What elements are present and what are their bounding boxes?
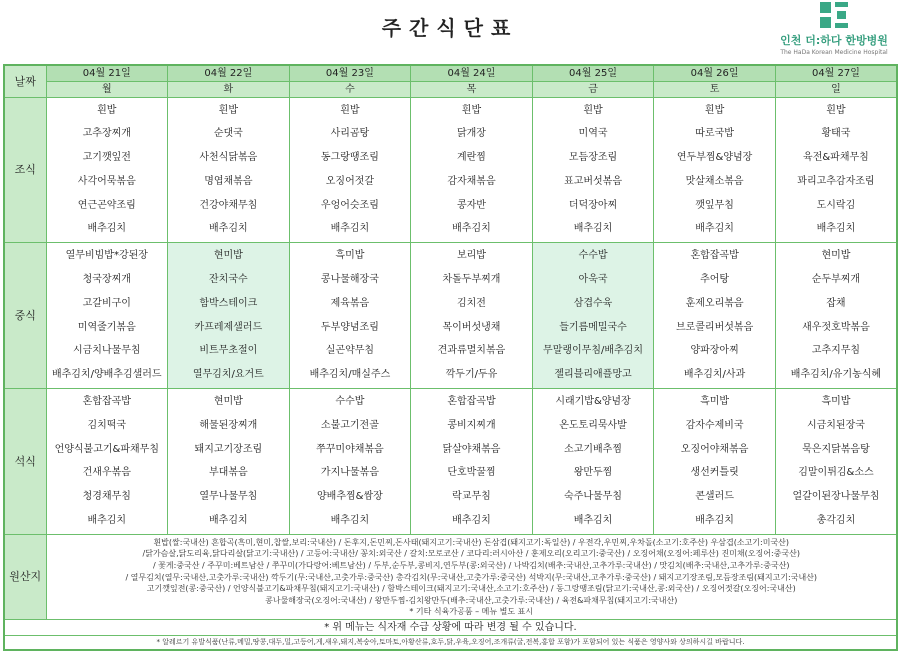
menu-item: 배추김치 [452, 223, 491, 235]
lunch-cell [289, 243, 411, 389]
menu-item: 흑미밥 [821, 396, 851, 408]
weekday-cell: 화 [168, 81, 290, 97]
menu-item: 카프레제샐러드 [194, 321, 263, 333]
menu-item: 시금치나물무침 [72, 345, 141, 357]
date-cell: 04월 26일 [654, 65, 776, 81]
menu-item: 함박스테이크 [199, 297, 258, 309]
menu-item: 흰밥 [340, 104, 360, 116]
menu-item: 김치떡국 [87, 419, 127, 431]
menu-item: 열무김치/요거트 [192, 369, 264, 381]
menu-item: 새우젓호박볶음 [802, 321, 870, 333]
date-cell: 04월 21일 [46, 65, 168, 81]
weekday-cell: 금 [532, 81, 654, 97]
menu-item: 표고버섯볶음 [564, 175, 623, 187]
origin-label: 원산지 [4, 534, 46, 619]
menu-item: 들기름메밀국수 [559, 321, 627, 333]
menu-item: 혼합잡곡밥 [690, 250, 739, 262]
logo-subtitle: The HaDa Korean Medicine Hospital [780, 49, 888, 56]
menu-item: 깍두기/두유 [445, 369, 498, 381]
menu-item: 깻잎무침 [695, 199, 734, 211]
menu-item: 배추김치 [573, 515, 613, 527]
menu-item: 돼지고기장조림 [194, 443, 263, 455]
menu-item: 배추김치 [695, 515, 734, 527]
menu-item: 청경채무침 [82, 491, 131, 503]
menu-item: 제육볶음 [330, 297, 370, 309]
origin-line: 고기깻잎전(콩:중국산) / 언양식불고기&파채무침(돼지고기:국내산) / 함박스테이크(돼지고기:국내산,소고기:호주산) / 동그랑땡조림(닭고기:국내산,콩:외국산) / 오징어젓갈(오징어:국내산) [146, 584, 796, 594]
dinner-row [4, 389, 897, 535]
menu-item: 닭살야채볶음 [442, 443, 501, 455]
menu-item: 계란찜 [456, 152, 486, 164]
change-notice: * 위 메뉴는 식자재 수급 상황에 따라 변경 될 수 있습니다. [4, 620, 897, 636]
menu-item: 고갈비구이 [82, 297, 131, 309]
menu-item: 소고기배추찜 [564, 443, 623, 455]
menu-item: 락교무침 [452, 491, 491, 503]
date-cell: 04월 25일 [532, 65, 654, 81]
menu-item: 따로국밥 [695, 128, 734, 140]
menu-item: 연근곤약조림 [77, 199, 136, 211]
menu-item: 배추김치/매실주스 [309, 369, 391, 381]
menu-item: 콘샐러드 [695, 491, 734, 503]
origin-line: / 꽃게:중국산 / 주꾸미:베트남산 / 쭈꾸미(가다랑어:베트남산) / 두부,순두부,콩비지,연두부(콩:외국산) / 나박김치(배추:국내산,고추가루:국내산) / 맛김치(배추:국내산,고추가루:중국산) [152, 561, 790, 571]
lunch-cell [46, 243, 168, 389]
menu-item: 배추김치 [209, 515, 248, 527]
menu-item: 비트무초절이 [199, 345, 258, 357]
menu-item: 동그랑땡조림 [320, 152, 379, 164]
menu-item: 김치전 [456, 297, 486, 309]
menu-item: 젤리블리애플망고 [554, 369, 632, 381]
menu-item: 배추김치 [452, 515, 491, 527]
menu-item: 우엉어슷조림 [320, 199, 379, 211]
menu-item: 수수밥 [335, 396, 365, 408]
menu-item: 양파장아찌 [690, 345, 739, 357]
menu-item: 황태국 [821, 128, 851, 140]
menu-item: 수수밥 [578, 250, 608, 262]
menu-item: 배추김치 [87, 515, 127, 527]
menu-item: 묵은지닭볶음탕 [802, 443, 870, 455]
menu-item: 견과류멸치볶음 [437, 345, 506, 357]
menu-item: 쭈꾸미야채볶음 [316, 443, 384, 455]
lunch-label: 중식 [4, 243, 46, 389]
lunch-cell [775, 243, 897, 389]
menu-item: 사리곰탕 [330, 128, 370, 140]
origin-line: /닭가슴살,닭도리육,닭다리살(닭고기:국내산) / 고등어:국내산/ 꽁치:외국산 / 갈치:모로코산 / 코다리:러시아산 / 훈제오리(오리고기:중국산) / 오징어채(오징어:페루산) 진미채(오징어:중국산) [142, 549, 800, 559]
breakfast-cell [168, 97, 290, 243]
weekday-cell: 토 [654, 81, 776, 97]
allergy-notice: * 알레르기 유발식품(난류,메밀,땅콩,대두,밀,고등어,게,새우,돼지,복숭아,토마토,아황산류,호두,닭,우육,오징어,조개류(굴,전복,홍합 포함)가 포함되어 있는 식품은 영양사와 상의하시길 바랍니다. [4, 636, 897, 650]
origin-line: 흰밥(쌀:국내산) 흔합곡(흑미,현미,찹쌀,보리:국내산) / 돈후지,돈민찌,돈사태(돼지고기:국내산) 돈삼겹(돼지고기:독일산) / 우전각,우민찌,우차돌(소고기:호주산) 우삼겹(소고기:미국산) [153, 537, 790, 547]
menu-item: 더덕장아찌 [568, 199, 618, 211]
menu-item: 흰밥 [583, 104, 603, 116]
menu-item: 육전&파채무침 [803, 152, 869, 164]
menu-item: 콩자반 [456, 199, 486, 211]
menu-item: 배추김치 [573, 223, 613, 235]
lunch-cell [532, 243, 654, 389]
menu-item: 보리밥 [456, 250, 486, 262]
menu-item: 감자채볶음 [447, 175, 496, 187]
menu-item: 현미밥 [821, 250, 851, 262]
weekday-row [4, 81, 897, 97]
menu-item: 감자수제비국 [685, 419, 744, 431]
page-title: 주간식단표 [381, 16, 519, 40]
date-cell: 04월 24일 [411, 65, 533, 81]
menu-item: 잔치국수 [209, 274, 248, 286]
menu-item: 사천식닭볶음 [199, 152, 258, 164]
lunch-row [4, 243, 897, 389]
menu-item: 오징어젓갈 [325, 175, 375, 187]
menu-item: 맛살채소볶음 [685, 175, 744, 187]
menu-item: 흰밥 [704, 104, 725, 116]
menu-item: 두부양념조림 [320, 321, 379, 333]
menu-item: 단호박꿀찜 [447, 467, 496, 479]
menu-item: 해물된장찌개 [199, 419, 258, 431]
menu-item: 배추김치 [87, 223, 127, 235]
menu-item: 흑미밥 [335, 250, 365, 262]
dinner-label: 석식 [4, 389, 46, 535]
menu-item: 왕만두찜 [573, 467, 613, 479]
menu-item: 양배추찜&쌈장 [317, 491, 383, 503]
weekday-cell: 일 [775, 81, 897, 97]
menu-item: 배추김치 [209, 223, 248, 235]
menu-item: 숙주나물무침 [564, 491, 623, 503]
menu-item: 목이버섯냉채 [442, 321, 501, 333]
menu-item: 잡채 [826, 297, 846, 309]
menu-item: 고기깻잎전 [82, 152, 131, 164]
weekly-menu-table [3, 64, 898, 651]
origin-row [4, 534, 897, 619]
menu-item: 브로콜리버섯볶음 [675, 321, 754, 333]
menu-item: 흑미밥 [700, 396, 730, 408]
menu-item: 흰밥 [826, 104, 846, 116]
menu-item: 훈제오리볶음 [685, 297, 744, 309]
lunch-cell [168, 243, 290, 389]
menu-item: 아욱국 [578, 274, 608, 286]
date-cell: 04월 23일 [289, 65, 411, 81]
dinner-cell [775, 389, 897, 535]
breakfast-cell [46, 97, 168, 243]
menu-item: 미역줄기볶음 [77, 321, 136, 333]
breakfast-label: 조식 [4, 97, 46, 243]
date-label: 날짜 [4, 65, 46, 97]
breakfast-cell [775, 97, 897, 243]
menu-item: 추어탕 [700, 274, 730, 286]
origin-line: 콩나물해장국(오징어:국내산) / 왕만두찜-김치왕만두(배추:국내산,고춧가루:국내산) / 육전&파채무침(돼지고기:국내산) [265, 595, 678, 605]
hospital-logo [770, 2, 898, 62]
menu-item: 얼갈이된장나물무침 [792, 491, 880, 503]
menu-item: 순두부찌개 [811, 274, 861, 286]
origin-line: / 열무김치(열무:국내산,고춧가루:국내산) 깍두기(무:국내산,고춧가루:중국산) 총각김치(무:국내산,고춧가루:중국산) 석박지(무:국내산,고추가루:중국산) / 돼지고기장조림,모듬장조림(돼지고기:국내산) [125, 572, 818, 582]
breakfast-cell [654, 97, 776, 243]
menu-item: 언양식불고기&파채무침 [54, 443, 159, 455]
menu-item: 닭개장 [456, 128, 486, 140]
menu-item: 콩비지찌개 [447, 419, 496, 431]
dinner-cell [46, 389, 168, 535]
menu-item: 총각김치 [816, 515, 856, 527]
menu-item: 시래기밥&양념장 [555, 396, 631, 408]
menu-item: 건새우볶음 [82, 467, 131, 479]
menu-item: 현미밥 [213, 250, 243, 262]
date-row [4, 65, 897, 81]
logo-name: 인천 더:하다 한방병원 [780, 34, 888, 47]
lunch-cell [411, 243, 533, 389]
menu-item: 혼합잡곡밥 [447, 396, 496, 408]
menu-item: 배추김치 [330, 515, 370, 527]
menu-item: 미역국 [578, 128, 608, 140]
breakfast-cell [532, 97, 654, 243]
breakfast-cell [411, 97, 533, 243]
menu-item: 사각어묵볶음 [77, 175, 136, 187]
menu-item: 현미밥 [213, 396, 243, 408]
menu-item: 배추김치/유기농식혜 [790, 369, 882, 381]
menu-item: 청국장찌개 [82, 274, 131, 286]
menu-item: 흰밥 [97, 104, 117, 116]
menu-item: 부대볶음 [209, 467, 248, 479]
menu-item: 혼합잡곡밥 [82, 396, 131, 408]
notice-row [4, 620, 897, 636]
menu-item: 순댓국 [213, 128, 243, 140]
origin-info [46, 534, 897, 619]
menu-item: 꽈리고추감자조림 [797, 175, 875, 187]
breakfast-row [4, 97, 897, 243]
menu-item: 배추김치 [816, 223, 856, 235]
menu-item: 생선커틀릿 [690, 467, 739, 479]
dinner-cell [654, 389, 776, 535]
menu-item: 도시락김 [816, 199, 856, 211]
menu-item: 차돌두부찌개 [442, 274, 501, 286]
menu-item: 배추김치 [330, 223, 370, 235]
menu-item: 모듬장조림 [568, 152, 618, 164]
menu-item: 무말랭이무침/배추김치 [543, 345, 644, 357]
menu-item: 흰밥 [461, 104, 482, 116]
breakfast-cell [289, 97, 411, 243]
menu-item: 삼겹수육 [573, 297, 613, 309]
menu-item: 실곤약무침 [325, 345, 375, 357]
menu-item: 가지나물볶음 [320, 467, 379, 479]
menu-item: 배추김치/사과 [683, 369, 746, 381]
menu-item: 시금치된장국 [806, 419, 865, 431]
allergy-row [4, 636, 897, 650]
dinner-cell [411, 389, 533, 535]
menu-item: 배추김치 [695, 223, 734, 235]
menu-item: 연두부찜&양념장 [676, 152, 753, 164]
date-cell: 04월 27일 [775, 65, 897, 81]
menu-item: 소불고기전골 [320, 419, 379, 431]
dinner-cell [168, 389, 290, 535]
menu-item: 흰밥 [218, 104, 238, 116]
menu-item: 열무비빔밥*강된장 [65, 250, 148, 262]
menu-item: 명엽채볶음 [204, 175, 253, 187]
menu-item: 고추지무침 [811, 345, 861, 357]
logo-icon [820, 2, 848, 28]
origin-line: * 기타 식육가공품 – 메뉴 별도 표시 [409, 607, 534, 617]
dinner-cell [289, 389, 411, 535]
menu-item: 고추장찌개 [82, 128, 131, 140]
menu-item: 콩나물해장국 [320, 274, 379, 286]
menu-item: 김말이튀김&소스 [798, 467, 874, 479]
dinner-cell [532, 389, 654, 535]
menu-item: 건강야채무침 [199, 199, 258, 211]
menu-item: 오징어야채볶음 [680, 443, 749, 455]
lunch-cell [654, 243, 776, 389]
weekday-cell: 수 [289, 81, 411, 97]
menu-item: 배추김치/양배추김샐러드 [51, 369, 162, 381]
menu-item: 온도토리묵사발 [559, 419, 627, 431]
weekday-cell: 월 [46, 81, 168, 97]
menu-item: 열무나물무침 [199, 491, 258, 503]
weekday-cell: 목 [411, 81, 533, 97]
date-cell: 04월 22일 [168, 65, 290, 81]
